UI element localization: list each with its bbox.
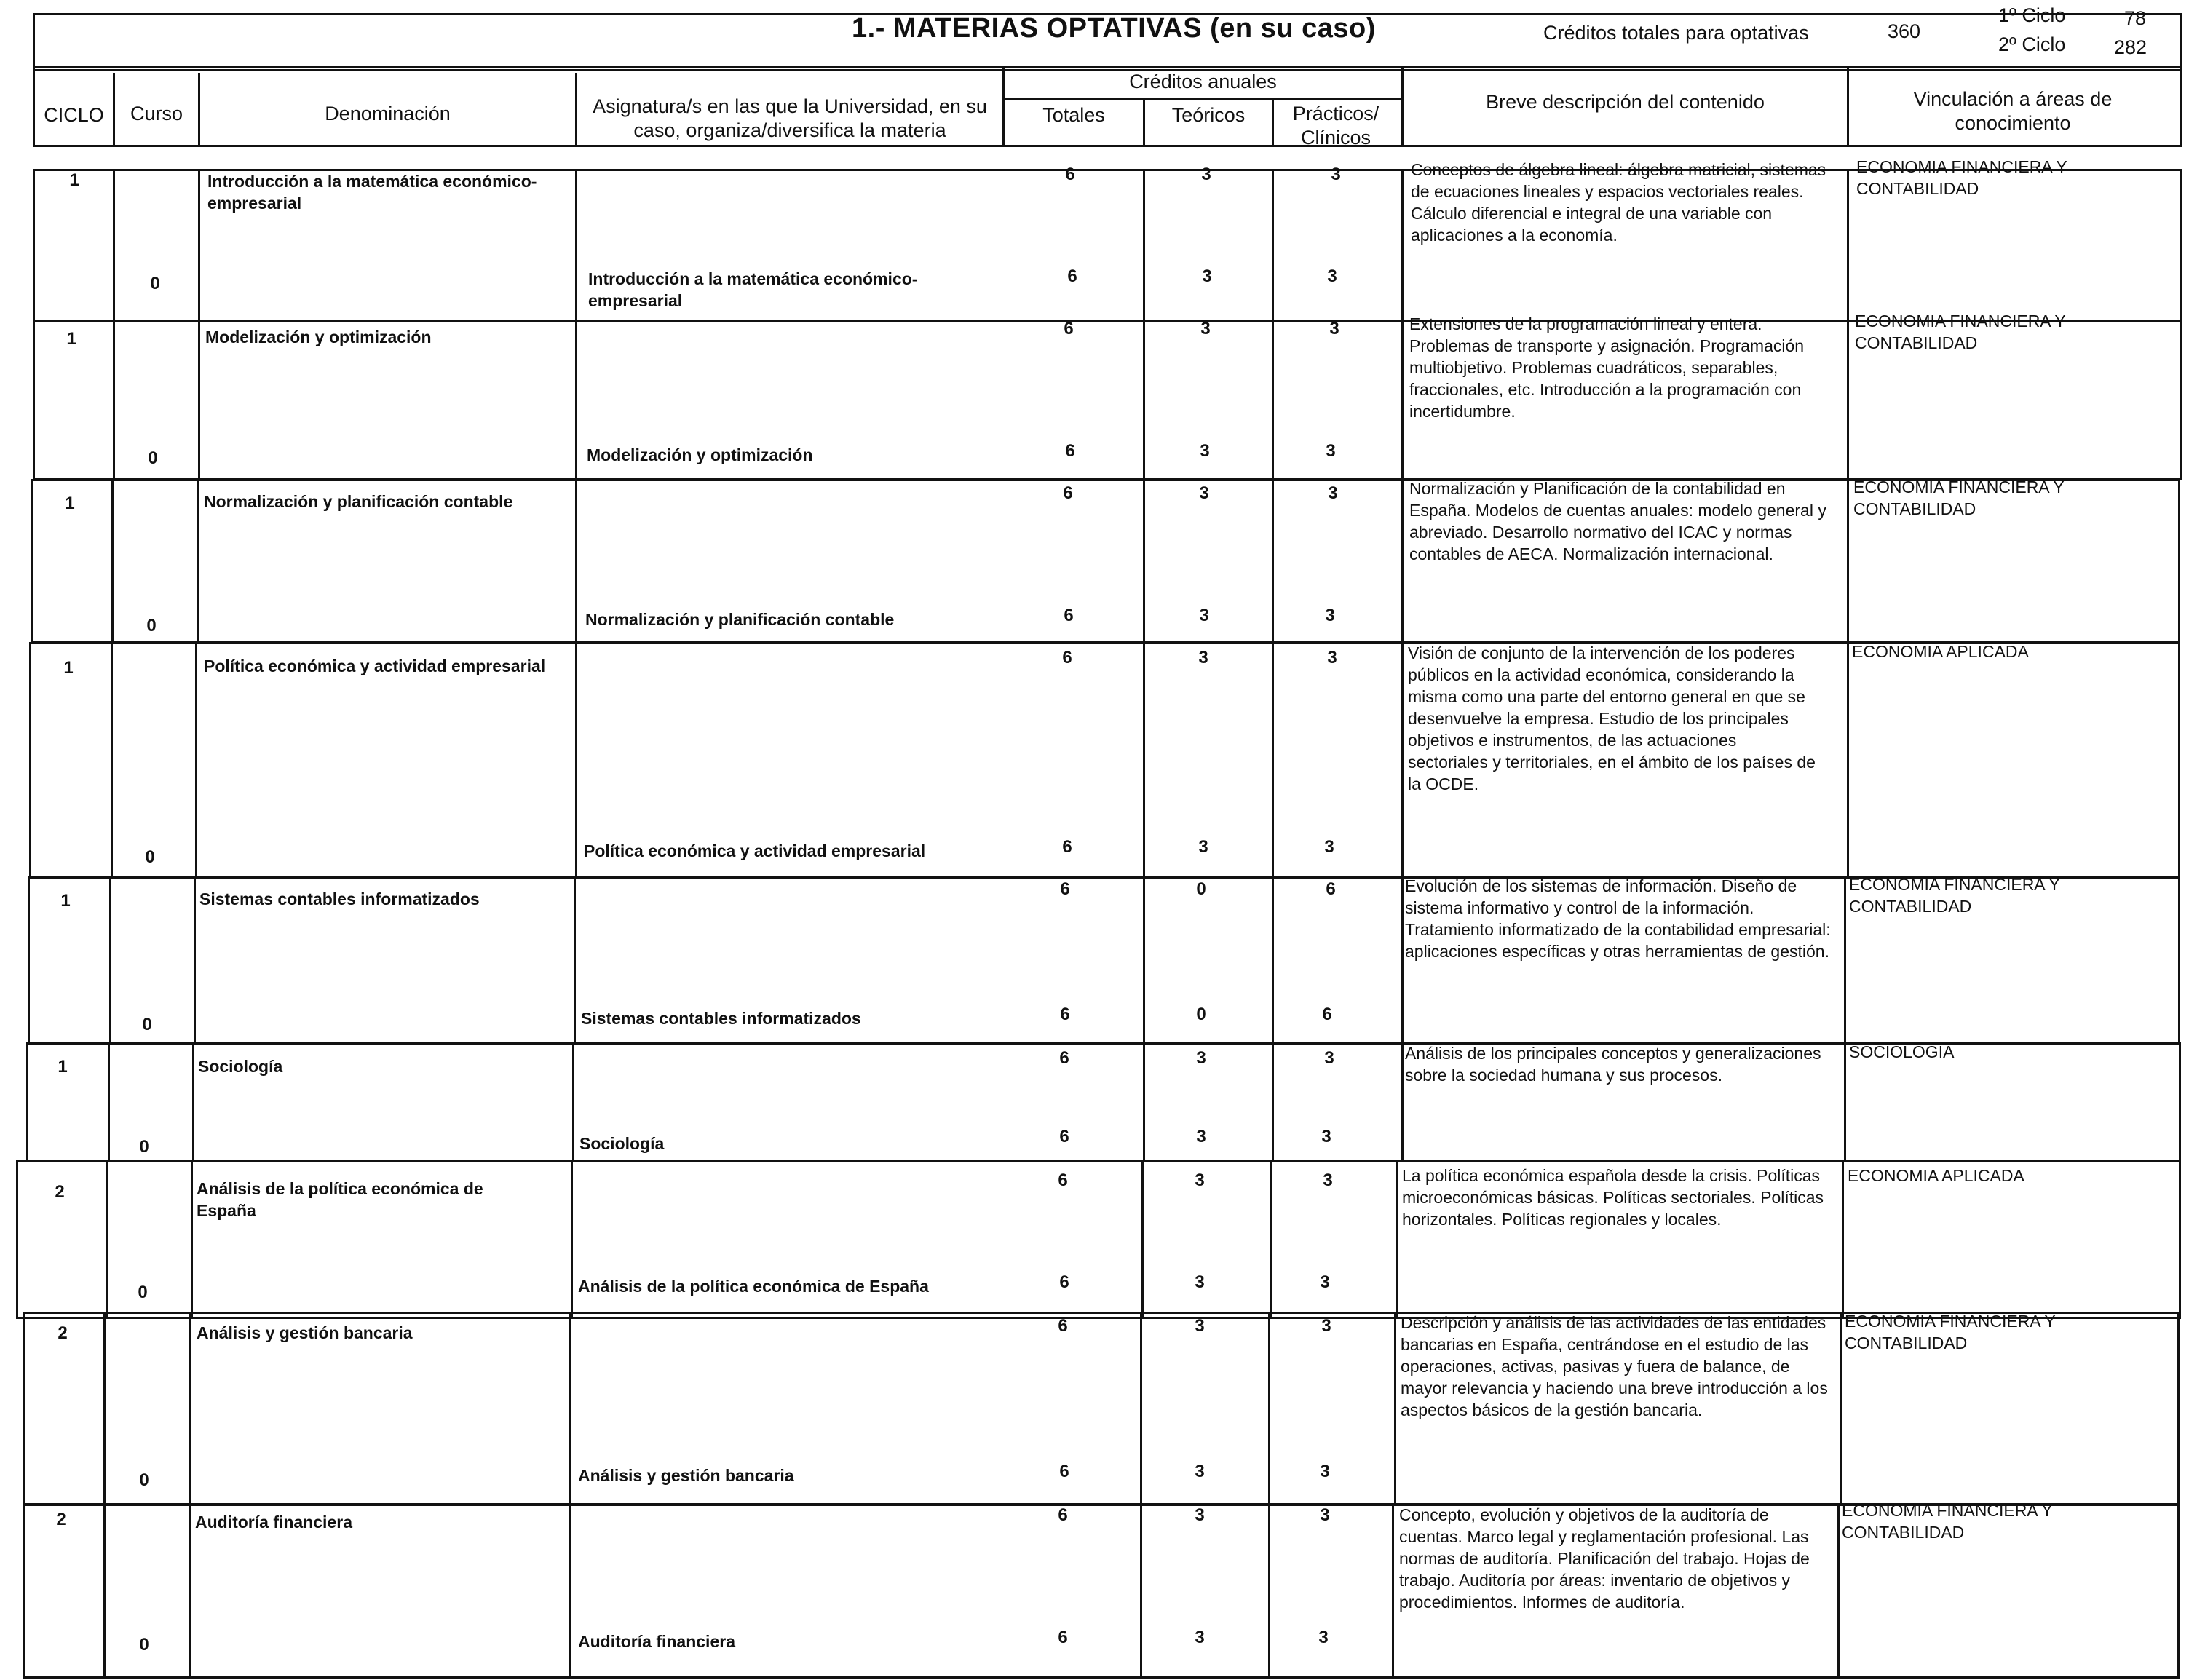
ciclo2-value: 282	[2114, 36, 2147, 58]
row-asignatura: Normalización y planificación contable	[585, 610, 895, 629]
row-ciclo: 1	[63, 658, 74, 678]
row-vinculacion: ECONOMIA FINANCIERA Y CONTABILIDAD	[1856, 157, 2067, 198]
row-denominacion: Introducción a la matemática económico-empresarial	[207, 172, 537, 213]
row-sub-practicos: 3	[1325, 606, 1335, 625]
row-asignatura: Política económica y actividad empresarial	[584, 841, 926, 860]
row-denominacion: Modelización y optimización	[205, 328, 432, 346]
row-practicos: 3	[1321, 1316, 1331, 1336]
row-vinculacion: ECONOMIA FINANCIERA Y CONTABILIDAD	[1849, 875, 2060, 916]
row-practicos: 3	[1331, 165, 1341, 184]
row-descripcion: Descripción y análisis de las actividades de las entidades bancarias en España, centrándose en el estudio de las operaciones, activas, pasivas y fuera de balance, de mayor relevancia y haciendo una breve introducción a los aspectos básicos de la gestión bancaria.	[1401, 1313, 1828, 1419]
row-denominacion: Análisis de la política económica de España	[197, 1179, 483, 1220]
row-curso: 0	[150, 274, 160, 293]
ciclo1-label: 1º Ciclo	[1998, 4, 2066, 26]
row-denominacion: Análisis y gestión bancaria	[197, 1323, 413, 1342]
row-sub-totales: 6	[1059, 1127, 1069, 1146]
row-asignatura: Sistemas contables informatizados	[581, 1009, 861, 1028]
row-ciclo: 1	[65, 494, 75, 513]
row-sub-totales: 6	[1059, 1462, 1069, 1481]
row-vinculacion: ECONOMIA FINANCIERA Y CONTABILIDAD	[1842, 1501, 2053, 1542]
row-vinculacion: ECONOMIA FINANCIERA Y CONTABILIDAD	[1855, 312, 2066, 352]
row-asignatura: Auditoría financiera	[578, 1632, 735, 1651]
row-descripcion: La política económica española desde la crisis. Políticas microeconómicas básicas. Políticas sectoriales. Políticas horizontales. Políticas regionales y locales.	[1402, 1166, 1824, 1229]
row-teoricos: 3	[1195, 1170, 1205, 1190]
row-curso: 0	[139, 1137, 149, 1157]
row-descripcion: Evolución de los sistemas de información. Diseño de sistema informativo y control de la información. Tratamiento informatizado de la contabilidad empresarial: aplicaciones específicas y otras herramientas de gestión.	[1405, 876, 1831, 961]
row-curso: 0	[138, 1283, 148, 1302]
row-asignatura: Modelización y optimización	[587, 445, 813, 464]
row-curso: 0	[139, 1470, 149, 1490]
row-curso: 0	[145, 847, 155, 867]
col-asignatura: Asignatura/s en las que la Universidad, en su caso, organiza/diversifica la materia	[593, 95, 987, 141]
row-sub-practicos: 3	[1318, 1628, 1329, 1647]
row-totales: 6	[1058, 1505, 1068, 1525]
row-asignatura: Análisis y gestión bancaria	[578, 1466, 794, 1485]
row-totales: 6	[1060, 879, 1070, 899]
row-sub-totales: 6	[1062, 837, 1072, 857]
creditos-label: Créditos totales para optativas	[1543, 22, 1809, 44]
row-sub-practicos: 3	[1324, 837, 1334, 857]
row-sub-teoricos: 3	[1200, 441, 1210, 461]
col-curso: Curso	[130, 103, 183, 124]
row-sub-totales: 6	[1060, 1005, 1070, 1024]
row-asignatura: Sociología	[579, 1134, 665, 1153]
row-ciclo: 2	[58, 1323, 68, 1343]
row-denominacion: Auditoría financiera	[195, 1513, 352, 1532]
col-ciclo: CICLO	[44, 104, 104, 126]
row-curso: 0	[142, 1015, 152, 1034]
row-sub-teoricos: 3	[1196, 1127, 1206, 1146]
row-sub-practicos: 3	[1321, 1127, 1331, 1146]
row-ciclo: 1	[58, 1057, 68, 1077]
row-sub-practicos: 3	[1327, 266, 1337, 286]
row-asignatura: Análisis de la política económica de España	[578, 1277, 929, 1296]
row-ciclo: 1	[66, 329, 76, 349]
row-descripcion: Extensiones de la programación lineal y entera. Problemas de transporte y asignación. Programación multiobjetivo. Problemas cuadráticos, separables, fraccionales, etc. Introducción a la programación con incertidumbre.	[1409, 314, 1805, 421]
row-curso: 0	[148, 448, 158, 468]
row-practicos: 3	[1329, 319, 1339, 338]
row-denominacion: Sociología	[198, 1057, 283, 1076]
row-sub-teoricos: 3	[1198, 837, 1208, 857]
page-title: 1.- MATERIAS OPTATIVAS (en su caso)	[852, 13, 1376, 44]
col-creditos: Créditos anuales	[1129, 71, 1277, 92]
row-teoricos: 3	[1201, 165, 1211, 184]
row-practicos: 3	[1328, 483, 1338, 503]
row-totales: 6	[1063, 483, 1073, 503]
row-totales: 6	[1059, 1048, 1069, 1068]
row-sub-totales: 6	[1058, 1628, 1068, 1647]
row-teoricos: 3	[1199, 483, 1209, 503]
ciclo1-value: 78	[2124, 7, 2147, 29]
row-sub-practicos: 6	[1322, 1005, 1332, 1024]
row-sub-totales: 6	[1059, 1272, 1069, 1292]
row-practicos: 3	[1324, 1048, 1334, 1068]
row-sub-teoricos: 3	[1202, 266, 1212, 286]
row-practicos: 3	[1327, 648, 1337, 667]
row-sub-teoricos: 0	[1196, 1005, 1206, 1024]
row-totales: 6	[1065, 165, 1075, 184]
row-sub-practicos: 3	[1320, 1462, 1330, 1481]
col-descripcion: Breve descripción del contenido	[1486, 91, 1765, 113]
row-teoricos: 3	[1195, 1316, 1205, 1336]
row-sub-teoricos: 3	[1195, 1628, 1205, 1647]
table-row	[29, 642, 2180, 878]
row-teoricos: 3	[1200, 319, 1211, 338]
row-sub-teoricos: 3	[1199, 606, 1209, 625]
creditos-total: 360	[1888, 20, 1921, 42]
row-vinculacion: ECONOMIA APLICADA	[1852, 642, 2029, 661]
row-denominacion: Sistemas contables informatizados	[199, 889, 480, 908]
row-teoricos: 3	[1196, 1048, 1206, 1068]
row-totales: 6	[1058, 1170, 1068, 1190]
row-ciclo: 2	[55, 1182, 65, 1202]
row-descripcion: Visión de conjunto de la intervención de los poderes públicos en la actividad económica, considerando la misma como una parte del entorno general en que se desenvuelve la empresa. Estudio de los principales objetivos e instrumentos, de las actuaciones sectoriales y territoriales, en el ámbito de los países de la OCDE.	[1408, 643, 1816, 793]
row-sub-practicos: 3	[1320, 1272, 1330, 1292]
row-descripcion: Normalización y Planificación de la contabilidad en España. Modelos de cuentas anuales: modelo general y abreviado. Desarrollo normativo del ICAC y normas contables de AECA. Normalización internacional.	[1409, 479, 1826, 563]
row-practicos: 6	[1326, 879, 1336, 899]
row-curso: 0	[139, 1635, 149, 1655]
row-vinculacion: ECONOMIA FINANCIERA Y CONTABILIDAD	[1853, 478, 2065, 518]
row-teoricos: 0	[1196, 879, 1206, 899]
row-curso: 0	[146, 616, 157, 635]
col-practicos: Prácticos/ Clínicos	[1292, 103, 1379, 148]
row-descripcion: Conceptos de álgebra lineal: álgebra matricial, sistemas de ecuaciones lineales y espacios vectoriales reales. Cálculo diferencial e integral de una variable con aplicaciones a la economía.	[1411, 160, 1826, 245]
row-denominacion: Política económica y actividad empresarial	[204, 657, 546, 675]
row-sub-teoricos: 3	[1195, 1462, 1205, 1481]
row-sub-totales: 6	[1064, 606, 1074, 625]
col-teoricos: Teóricos	[1171, 104, 1246, 126]
row-ciclo: 1	[69, 170, 79, 190]
row-ciclo: 2	[56, 1510, 66, 1529]
row-teoricos: 3	[1195, 1505, 1205, 1525]
row-totales: 6	[1062, 648, 1072, 667]
row-asignatura: Introducción a la matemática económico-empresarial	[588, 269, 918, 310]
row-sub-totales: 6	[1067, 266, 1077, 286]
row-sub-teoricos: 3	[1195, 1272, 1205, 1292]
row-denominacion: Normalización y planificación contable	[204, 492, 513, 511]
row-vinculacion: ECONOMIA FINANCIERA Y CONTABILIDAD	[1845, 1312, 2056, 1352]
col-vinculacion: Vinculación a áreas de conocimiento	[1913, 88, 2113, 134]
ciclo2-label: 2º Ciclo	[1998, 33, 2066, 55]
row-vinculacion: SOCIOLOGIA	[1849, 1042, 1955, 1061]
row-totales: 6	[1058, 1316, 1068, 1336]
row-descripcion: Análisis de los principales conceptos y generalizaciones sobre la sociedad humana y sus procesos.	[1405, 1044, 1821, 1085]
row-descripcion: Concepto, evolución y objetivos de la auditoría de cuentas. Marco legal y reglamentación profesional. Las normas de auditoría. Planificación del trabajo. Hojas de trabajo. Auditoría por áreas: inventario de objetivos y procedimientos. Informes de auditoría.	[1399, 1505, 1810, 1612]
row-ciclo: 1	[60, 891, 71, 911]
row-practicos: 3	[1323, 1170, 1333, 1190]
row-vinculacion: ECONOMIA APLICADA	[1848, 1166, 2024, 1185]
row-sub-practicos: 3	[1326, 441, 1336, 461]
row-totales: 6	[1064, 319, 1074, 338]
row-sub-totales: 6	[1065, 441, 1075, 461]
col-denominacion: Denominación	[325, 103, 451, 124]
row-practicos: 3	[1320, 1505, 1330, 1525]
col-totales: Totales	[1042, 104, 1105, 126]
row-teoricos: 3	[1198, 648, 1208, 667]
